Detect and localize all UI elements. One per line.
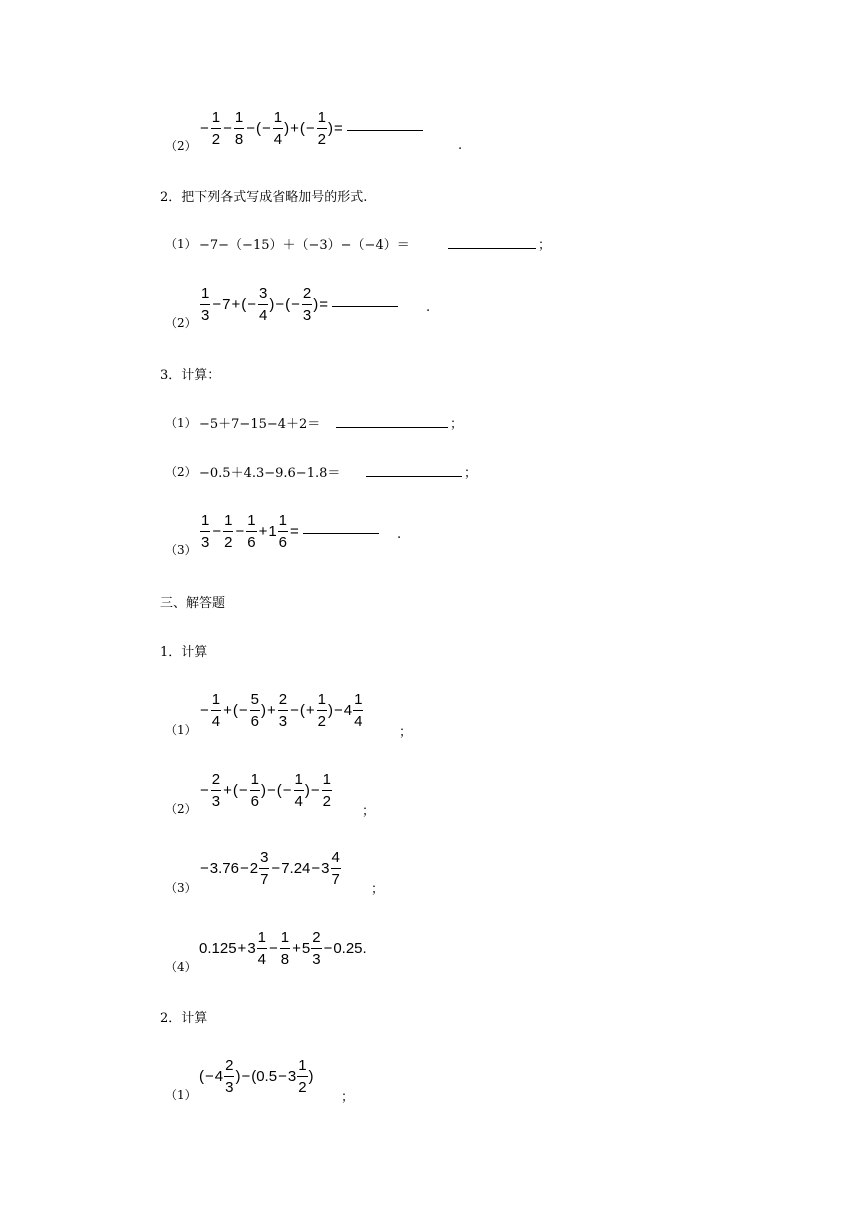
end-mark: ； xyxy=(450,417,464,432)
answer-blank[interactable] xyxy=(303,523,379,534)
math-expression: − 3.76 − 2 $\frac{3}{7}$ − 7.24 − 3 $\frac{4}{7}$ xyxy=(200,849,340,888)
math-expression: 0.125 + 3 $\frac{1}{4}$ − $\frac{1}{8}$ + 5 $\frac{2}{3}$ − 0.25. xyxy=(199,929,367,968)
end-mark: ； xyxy=(362,804,376,819)
question-title: 3．计算： xyxy=(160,368,221,383)
math-expression: ( − 4 $\frac{2}{3}$ ) − (0.5 − 3 $\frac{1}{2}$ ) xyxy=(199,1057,314,1096)
item-label: （3） xyxy=(165,881,197,895)
math-expression: − $\frac{2}{3}$ + ( − $\frac{1}{6}$ ) − ( − $\frac{1}{4}$ ) − $\frac{1}{2}$ xyxy=(200,771,331,810)
trailing-period: . xyxy=(397,527,402,542)
question-title: 2．计算 xyxy=(160,1011,208,1026)
answer-blank[interactable] xyxy=(332,296,398,307)
answer-blank[interactable] xyxy=(448,238,536,249)
item-label: （2） xyxy=(165,139,197,153)
expression-text: −0.5＋4.3−9.6−1.8＝ xyxy=(199,466,341,481)
item-label: （1） xyxy=(165,1088,197,1102)
item-label: （2） xyxy=(165,802,197,816)
item-label: （1） xyxy=(165,723,197,737)
expression-text: −5＋7−15−4＋2＝ xyxy=(199,417,321,432)
item-label: （3） xyxy=(165,543,197,557)
section-title: 三、解答题 xyxy=(160,596,226,611)
math-expression: $\frac{1}{3}$ − $\frac{1}{2}$ − $\frac{1}{6}$ + 1 $\frac{1}{6}$ = xyxy=(199,513,379,550)
end-mark: ； xyxy=(399,725,413,740)
end-mark: ； xyxy=(341,1090,355,1105)
item-label: （1） xyxy=(165,237,197,251)
item-label: （1） xyxy=(165,416,197,430)
trailing-period: . xyxy=(426,300,431,315)
item-label: （4） xyxy=(165,960,197,974)
end-mark: ； xyxy=(464,466,478,481)
math-expression: − $\frac{1}{2}$ − $\frac{1}{8}$ − ( − $\frac{1}{4}$ ) + ( − $\frac{1}{2}$ ) = xyxy=(199,110,423,147)
math-expression: $\frac{1}{3}$ − 7 + ( − $\frac{3}{4}$ ) − ( − $\frac{2}{3}$ ) = xyxy=(199,286,398,323)
answer-blank[interactable] xyxy=(347,120,423,131)
math-expression: − $\frac{1}{4}$ + ( − $\frac{5}{6}$ ) + $\frac{2}{3}$ − ( + $\frac{1}{2}$ ) − 4 $\frac{1}{4}$ xyxy=(200,691,363,730)
item-label: （2） xyxy=(165,316,197,330)
question-title: 2．把下列各式写成省略加号的形式. xyxy=(160,190,368,205)
end-mark: ； xyxy=(371,882,385,897)
expression-text: −7−（−15）＋（−3）−（−4）＝ xyxy=(199,238,410,253)
item-label: （2） xyxy=(165,465,197,479)
answer-blank[interactable] xyxy=(366,466,462,477)
question-title: 1．计算 xyxy=(160,645,208,660)
end-mark: ； xyxy=(538,238,552,253)
answer-blank[interactable] xyxy=(336,417,448,428)
trailing-period: . xyxy=(458,138,463,153)
